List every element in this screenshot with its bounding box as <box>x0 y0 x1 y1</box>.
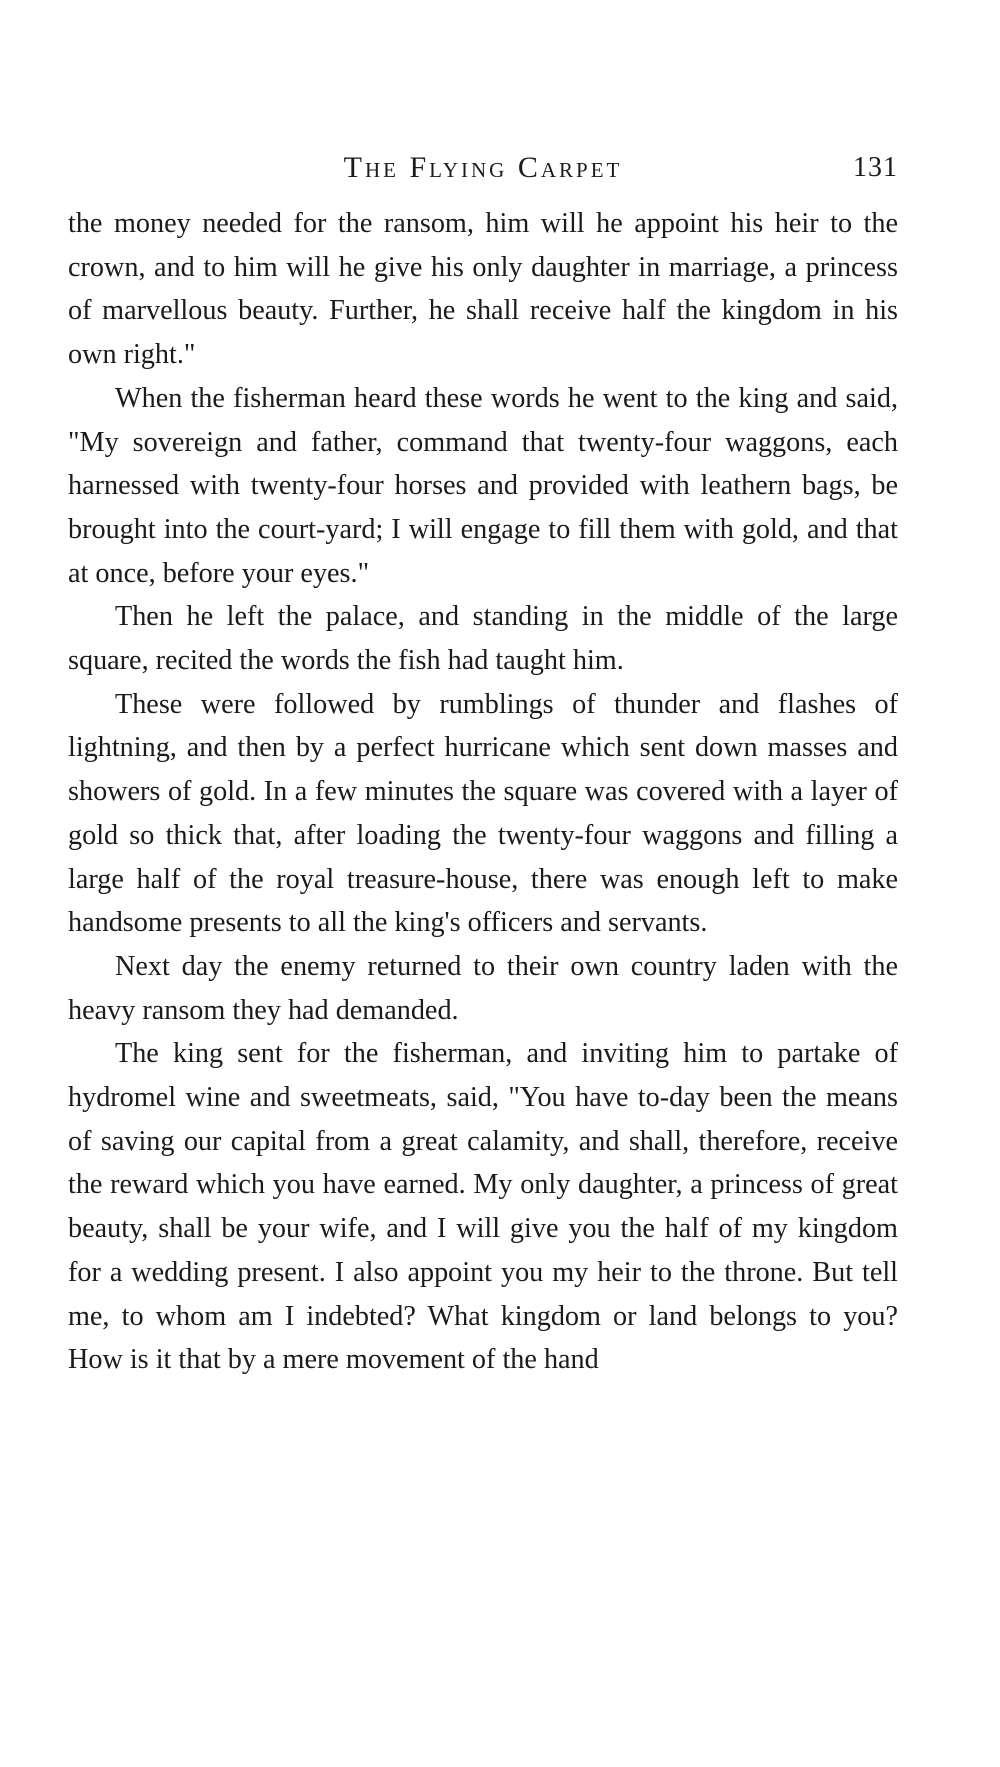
body-text <box>68 202 898 1382</box>
paragraph-3: Then he left the palace, and standing in the middle of the large square, recited the words the fish had taught him. <box>68 601 898 677</box>
paragraph-5: Next day the enemy returned to their own country laden with the heavy ransom they had demanded. <box>68 950 898 1026</box>
paragraph-1: the money needed for the ransom, him will he appoint his heir to the crown, and to him will he give his only daughter in marriage, a princess of marvellous beauty. Further, he shall receive half the kingdom in his own right." <box>68 208 898 371</box>
paragraph-2: When the fisherman heard these words he went to the king and said, "My sovereign and father, command that twenty-four waggons, each harnessed with twenty-four horses and provided with leathern bags, be brought into the court-yard; I will engage to fill them with gold, and that at once, before your eyes." <box>68 382 898 589</box>
paragraph-6: The king sent for the fisherman, and inviting him to partake of hydromel wine and sweetmeats, said, "You have to-day been the means of saving our capital from a great calamity, and shall, therefore, receive the reward which you have earned. My only daughter, a princess of great beauty, shall be your wife, and I will give you the half of my kingdom for a wedding present. I also appoint you my heir to the throne. But tell me, to whom am I indebted? What kingdom or land belongs to you? How is it that by a mere movement of the hand <box>68 1038 898 1376</box>
running-title: The Flying Carpet <box>343 151 623 184</box>
paragraph-4: These were followed by rumblings of thunder and flashes of lightning, and then by a perfect hurricane which sent down masses and showers of gold. In a few minutes the square was covered with a layer of gold so thick that, after loading the twenty-four waggons and filling a large half of the royal treasure-house, there was enough left to make handsome presents to all the king's officers and servants. <box>68 688 898 939</box>
page-number: 131 <box>853 152 898 183</box>
running-head <box>68 146 898 190</box>
